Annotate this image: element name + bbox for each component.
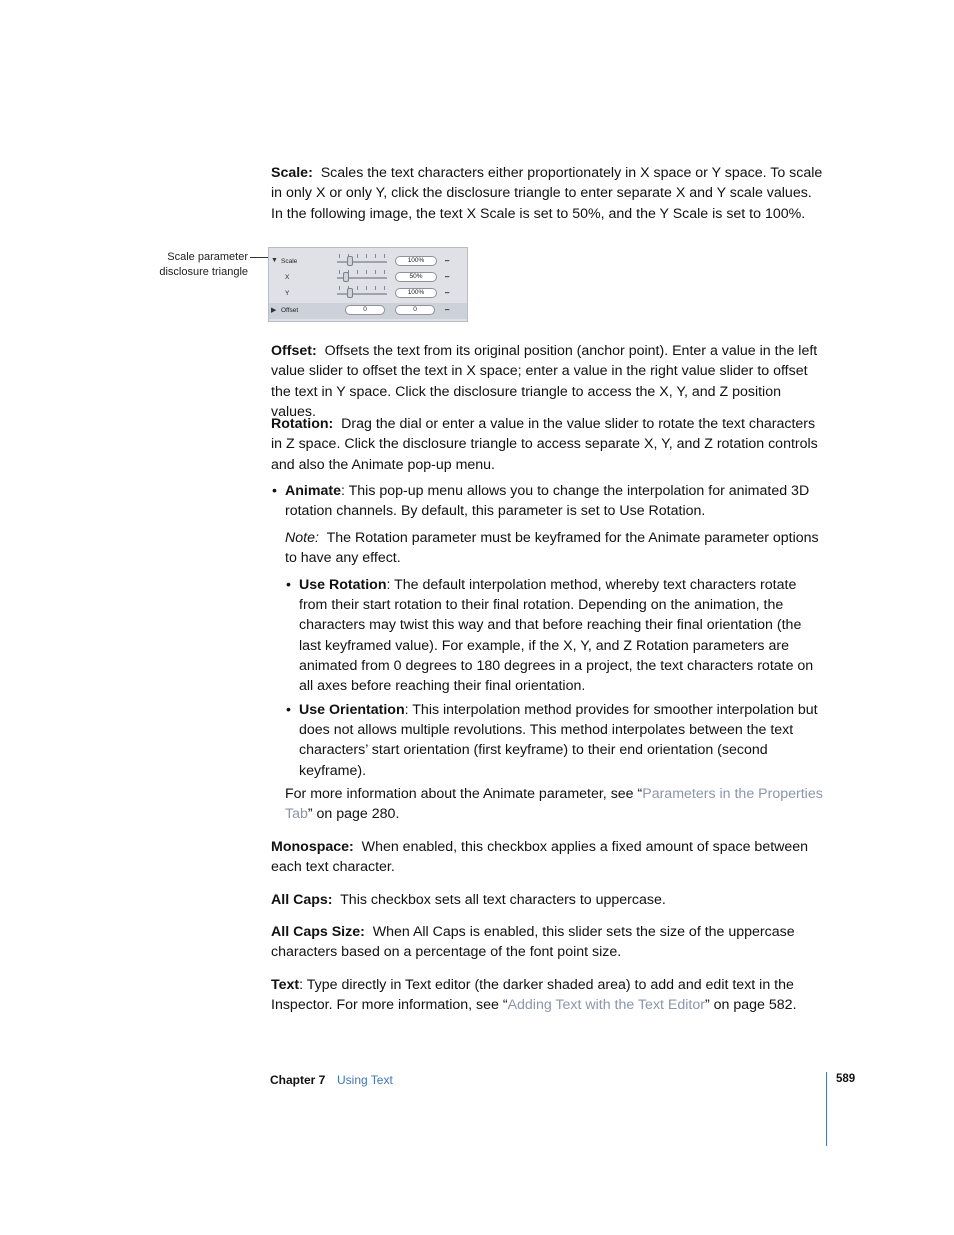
rotation-term: Rotation: <box>271 416 334 432</box>
bullet-icon: • <box>286 577 291 593</box>
scale-text: Scales the text characters either proportionately in X space or Y space. To scale in only X or only Y, click the disclosure triangle to enter separate X and Y scale values. In the following image, the text X Scale is set to 50%, and the Y Scale is set to 100%. <box>271 165 823 222</box>
value-field[interactable]: 100% <box>395 288 437 298</box>
more-info-pre: For more information about the Animate parameter, see “ <box>285 786 643 802</box>
value-slider-track[interactable] <box>337 293 387 295</box>
value-field[interactable]: 50% <box>395 272 437 282</box>
page-number: 589 <box>836 1073 856 1085</box>
param-label: Scale <box>281 258 298 265</box>
text-editor-link[interactable]: Adding Text with the Text Editor <box>507 997 705 1014</box>
use-orientation-term: Use Orientation <box>299 702 405 718</box>
animate-paragraph <box>285 481 825 522</box>
offset-y-field[interactable]: 0 <box>395 305 435 315</box>
use-orientation-paragraph <box>299 700 827 781</box>
reset-icon[interactable]: ━ <box>445 307 450 314</box>
rotation-text: Drag the dial or enter a value in the value slider to rotate the text characters in Z space. Click the disclosure triangle to access separate X, Y, and Z rotation controls and also the Animate pop-up menu. <box>271 416 818 473</box>
param-label: X <box>285 274 290 281</box>
value-field[interactable]: 100% <box>395 256 437 266</box>
footer-divider <box>826 1072 827 1146</box>
slider-knob[interactable] <box>343 272 349 282</box>
all-caps-size-paragraph <box>271 922 827 963</box>
text-param-post: ” on page 582. <box>705 997 797 1014</box>
bullet-icon: • <box>286 702 291 718</box>
properties-tab-link[interactable]: Parameters in the Properties Tab <box>285 786 823 823</box>
note-text: The Rotation parameter must be keyframed for the Animate parameter options to have any effect. <box>285 530 819 567</box>
param-label: Y <box>285 290 290 297</box>
reset-icon[interactable]: ━ <box>445 274 450 281</box>
param-row-x <box>269 270 467 285</box>
animate-term: Animate <box>285 483 341 499</box>
all-caps-paragraph <box>271 890 827 910</box>
monospace-text: When enabled, this checkbox applies a fixed amount of space between each text character. <box>271 839 809 876</box>
text-param-pre: : Type directly in Text editor (the darker shaded area) to add and edit text in the Inspector. For more information, see “ <box>271 977 794 1014</box>
more-info-paragraph <box>285 784 825 825</box>
monospace-paragraph <box>271 837 827 878</box>
rotation-paragraph <box>271 414 827 475</box>
reset-icon[interactable]: ━ <box>445 258 450 265</box>
offset-paragraph <box>271 341 827 423</box>
offset-x-field[interactable]: 0 <box>345 305 385 315</box>
all-caps-term: All Caps: <box>271 892 333 908</box>
all-caps-size-text: When All Caps is enabled, this slider sets the size of the uppercase characters based on a percentage of the font point size. <box>271 924 795 961</box>
note-paragraph <box>285 528 825 569</box>
figure-callout: Scale parameter disclosure triangle <box>159 251 248 278</box>
note-label: Note: <box>285 530 319 546</box>
use-rotation-text: : The default interpolation method, whereby text characters rotate from their start rotation to their final rotation. Depending on the animation, the characters may twist this way and that before reaching their final orientation (the last keyframed value). For example, if the X, Y, and Z Rotation parameters are animated from 0 degrees to 180 degrees in a project, the text characters rotate on all axes before reaching their final orientation. <box>299 577 814 695</box>
animate-text: : This pop-up menu allows you to change the interpolation for animated 3D rotation channels. By default, this parameter is set to Use Rotation. <box>285 483 810 520</box>
scale-term: Scale: <box>271 165 313 181</box>
slider-knob[interactable] <box>347 256 353 266</box>
offset-term: Offset: <box>271 343 317 359</box>
monospace-term: Monospace: <box>271 839 354 855</box>
scale-parameter-panel <box>268 247 468 322</box>
use-rotation-term: Use Rotation <box>299 577 387 593</box>
use-rotation-paragraph <box>299 575 827 696</box>
bullet-icon: • <box>272 483 277 499</box>
scale-paragraph <box>271 163 827 224</box>
footer-chapter: Chapter 7 <box>270 1073 326 1087</box>
param-label: Offset <box>281 307 299 314</box>
all-caps-size-term: All Caps Size: <box>271 924 365 940</box>
use-orientation-text: : This interpolation method provides for smoother interpolation but does not allows multiple revolutions. This method interpolates between the text characters’ start orientation (first keyframe) to their end orientation (second keyframe). <box>299 702 818 779</box>
param-row-y <box>269 286 467 301</box>
text-param-paragraph <box>271 975 827 1016</box>
offset-text: Offsets the text from its original position (anchor point). Enter a value in the left value slider to offset the text in X space; enter a value in the right value slider to offset the text in Y space. Click the disclosure triangle to access the X, Y, and Z position values. <box>271 343 818 421</box>
more-info-post: ” on page 280. <box>307 806 400 823</box>
disclosure-triangle-closed-icon[interactable]: ▶ <box>271 307 277 314</box>
param-row-offset <box>269 303 467 319</box>
disclosure-triangle-open-icon[interactable]: ▼ <box>271 257 278 264</box>
text-param-term: Text <box>271 977 300 993</box>
value-slider-track[interactable] <box>337 261 387 263</box>
slider-knob[interactable] <box>347 288 353 298</box>
all-caps-text: This checkbox sets all text characters to uppercase. <box>340 892 666 908</box>
callout-leader-line <box>250 257 268 258</box>
footer-chapter-title[interactable]: Using Text <box>337 1073 393 1087</box>
param-row-scale <box>269 254 467 269</box>
reset-icon[interactable]: ━ <box>445 290 450 297</box>
